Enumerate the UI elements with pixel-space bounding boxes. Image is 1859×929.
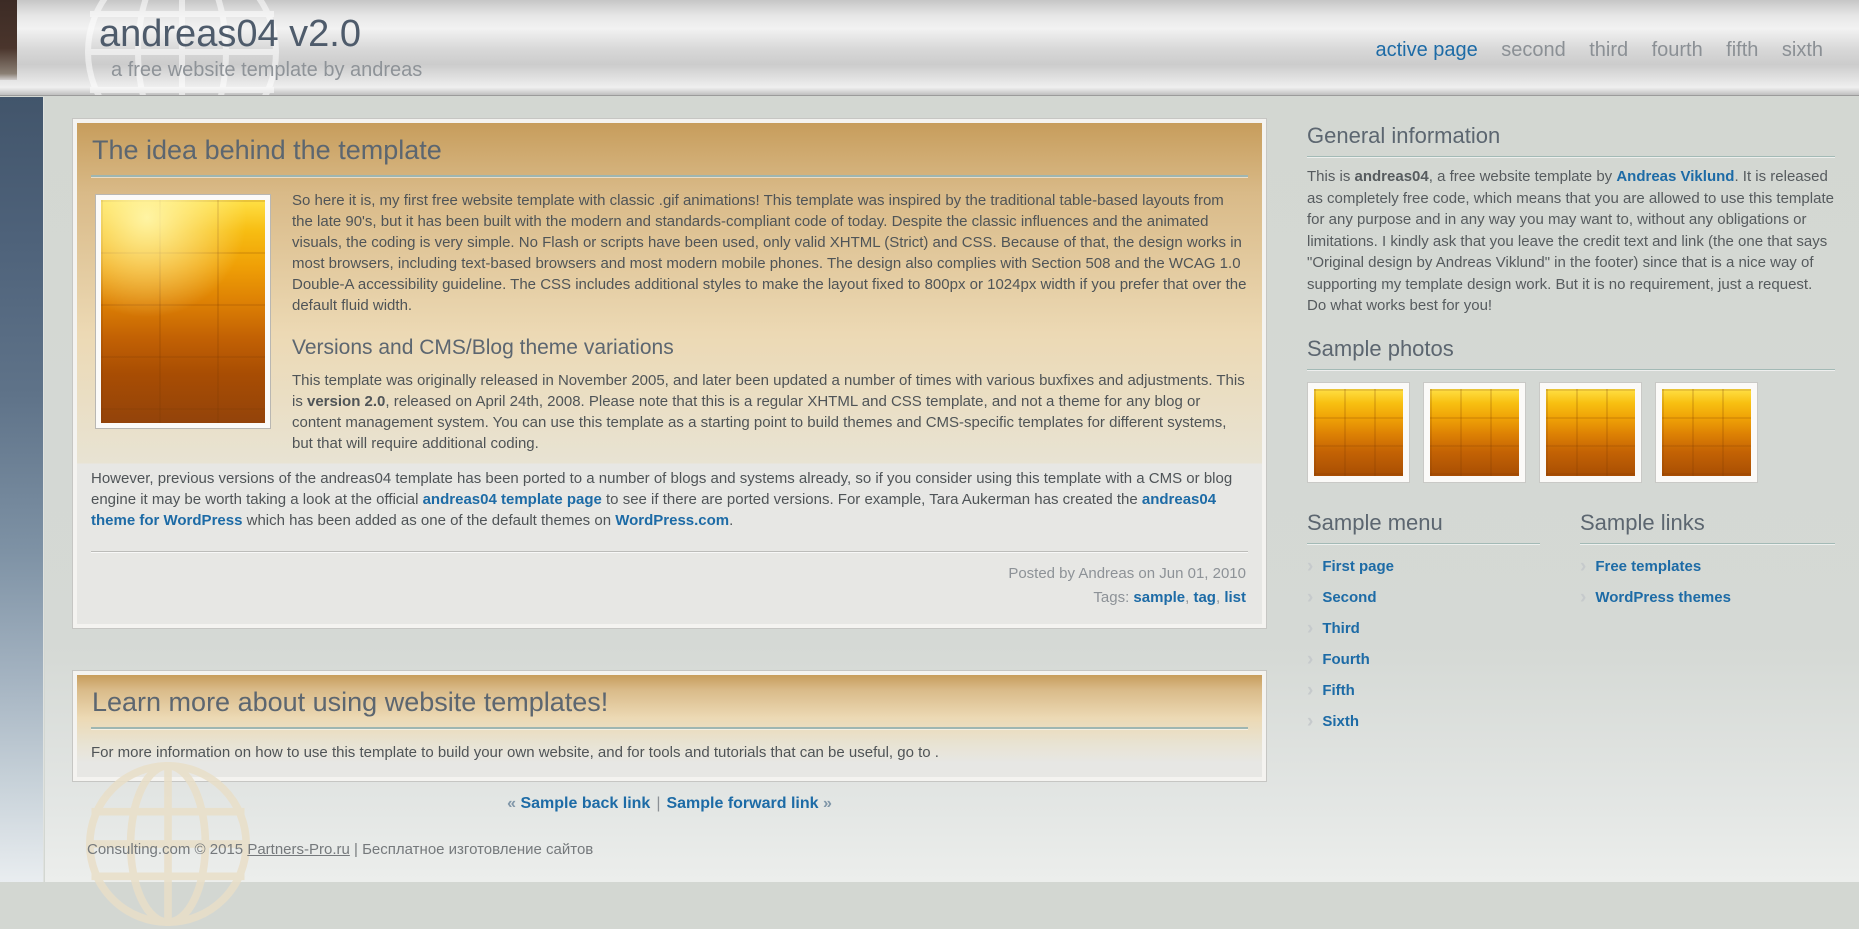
chevron-icon: › [1307, 586, 1314, 608]
sample-photo-thumbnail[interactable] [1539, 382, 1642, 483]
main-nav [1357, 39, 1824, 62]
chevron-icon: › [1307, 710, 1314, 732]
text-segment: . It is released as completely free code, which means that you are allowed to use this template for any purpose and in any way you may want to, without any obligations or limitations. I kindly ask that you leave the credit text and link (the one that says "Original design by Andreas Viklund" in the footer) since that is a nice way of supporting my template design work. But it is no requirement, just a request. Do what works best for you! [1307, 168, 1834, 314]
tag-link-list[interactable]: list [1224, 589, 1246, 606]
tag-separator: , [1185, 589, 1194, 606]
menu-link-third[interactable]: Third [1322, 619, 1360, 637]
photo-image [1430, 389, 1519, 476]
tag-separator: , [1215, 589, 1225, 606]
footer-credit [87, 841, 593, 858]
pager-separator: | [656, 795, 661, 812]
footer-text: | Бесплатное изготовление сайтов [349, 841, 594, 858]
menu-item [1307, 679, 1540, 701]
menu-link-fifth[interactable]: Fifth [1322, 681, 1355, 699]
tag-link-tag[interactable]: tag [1193, 589, 1216, 606]
site-subtitle: a free website template by andreas [111, 59, 423, 81]
list-item [1580, 555, 1835, 577]
link-andreas-viklund[interactable]: Andreas Viklund [1616, 168, 1735, 185]
sample-menu-list [1307, 555, 1540, 732]
sidebar-heading-sample-photos: Sample photos [1307, 336, 1835, 370]
tags-line [91, 586, 1246, 610]
sample-photo-thumbnail[interactable] [1307, 382, 1410, 483]
left-accent-strip [0, 0, 17, 80]
back-link[interactable]: Sample back link [520, 795, 651, 812]
menu-link-first-page[interactable]: First page [1322, 557, 1395, 575]
chevron-icon: › [1307, 555, 1314, 577]
article-heading: The idea behind the template [91, 133, 1248, 177]
forward-link[interactable]: Sample forward link [666, 795, 819, 812]
left-column-decoration [0, 97, 44, 882]
menu-item [1307, 710, 1540, 732]
text-segment: This template was originally released in November 2005, and later been updated a number of times with various buxfixes and adjustments. This is [292, 372, 1245, 410]
menu-link-fourth[interactable]: Fourth [1322, 650, 1370, 668]
footer-link-partners-pro[interactable]: Partners-Pro.ru [247, 841, 350, 858]
menu-item [1307, 617, 1540, 639]
nav-item-third[interactable]: third [1589, 39, 1629, 61]
menu-item [1307, 586, 1540, 608]
link-wordpress-com[interactable]: WordPress.com [615, 512, 730, 529]
chevron-icon: › [1580, 555, 1587, 577]
text-segment: However, previous versions of the andreas04 template has been ported to a number of blogs and systems already, so if you consider using this template with a CMS or blog engine it may be worth taking a look at the official [91, 470, 1233, 508]
laquo-icon: « [507, 795, 521, 812]
chevron-icon: › [1307, 679, 1314, 701]
posted-by-line: Posted by Andreas on Jun 01, 2010 [1008, 565, 1246, 582]
photo-image [1546, 389, 1635, 476]
chevron-icon: › [1307, 617, 1314, 639]
sample-photo-thumbnail[interactable] [1655, 382, 1758, 483]
sample-photo-thumbnail[interactable] [1423, 382, 1526, 483]
nav-item-second[interactable]: second [1501, 39, 1566, 61]
divider [91, 551, 1248, 552]
nav-item-sixth[interactable]: sixth [1781, 39, 1823, 61]
sample-photos-row [1307, 382, 1835, 483]
article-main [73, 119, 1266, 628]
menu-link-second[interactable]: Second [1322, 588, 1377, 606]
article-subheading: Versions and CMS/Blog theme variations [292, 336, 674, 359]
chevron-icon: › [1580, 586, 1587, 608]
menu-item [1307, 555, 1540, 577]
article-paragraph-3 [91, 468, 1248, 531]
chevron-icon: › [1307, 648, 1314, 670]
raquo-icon: » [818, 795, 832, 812]
tags-label: Tags: [1093, 589, 1134, 606]
sidebar [1307, 123, 1835, 746]
link-free-templates[interactable]: Free templates [1595, 557, 1702, 575]
nav-item-active-page[interactable]: active page [1375, 39, 1478, 61]
version-bold-text: version 2.0 [307, 393, 386, 410]
text-segment: to see if there are ported versions. For example, Tara Aukerman has created the [601, 491, 1142, 508]
text-segment: This is [1307, 168, 1355, 185]
page-body [45, 97, 1859, 882]
menu-link-sixth[interactable]: Sixth [1322, 712, 1360, 730]
sidebar-heading-sample-links: Sample links [1580, 510, 1835, 544]
sample-menu-section [1307, 510, 1540, 746]
andreas04-bold-text: andreas04 [1354, 168, 1429, 185]
link-template-page[interactable]: andreas04 template page [422, 491, 602, 508]
sidebar-heading-general-information: General information [1307, 123, 1835, 157]
tag-link-sample[interactable]: sample [1133, 589, 1186, 606]
article-photo [96, 195, 270, 428]
sample-links-list [1580, 555, 1835, 608]
nav-item-fifth[interactable]: fifth [1726, 39, 1759, 61]
text-segment: , released on April 24th, 2008. Please note that this is a regular XHTML and CSS template, and not a theme for any blog or content management system. You can use this template as a starting point to build themes and CMS-specific templates for different systems, but that will require additional coding. [292, 393, 1227, 452]
nav-item-fourth[interactable]: fourth [1651, 39, 1703, 61]
sidebar-heading-sample-menu: Sample menu [1307, 510, 1540, 544]
article2-paragraph: For more information on how to use this template to build your own website, and for tools and tutorials that can be useful, go to . [91, 744, 939, 761]
general-information-text [1307, 166, 1835, 317]
text-segment: . [729, 512, 734, 529]
photo-image [1662, 389, 1751, 476]
list-item [1580, 586, 1835, 608]
photo-image [1314, 389, 1403, 476]
site-title: andreas04 v2.0 [99, 13, 361, 55]
article2-heading: Learn more about using website templates! [91, 685, 1248, 729]
page-header [0, 0, 1859, 96]
text-segment: which has been added as one of the default themes on [242, 512, 616, 529]
sample-links-section [1580, 510, 1835, 746]
text-segment: , a free website template by [1428, 168, 1617, 185]
menu-item [1307, 648, 1540, 670]
link-wordpress-themes[interactable]: WordPress themes [1595, 588, 1731, 606]
link-wordpress-theme[interactable]: andreas04 theme for WordPress [91, 491, 1217, 529]
article-paragraph-1: So here it is, my first free website template with classic .gif animations! This template was inspired by the traditional table-based layouts from the late 90's, but it has been built with the modern and standards-compliant code of today. Despite the classic influences and the animated visuals, the coding is very simple. No Flash or scripts have been used, only valid XHTML (Strict) and CSS. Because of that, the design works in most browsers, including text-based browsers and most modern mobile phones. The design also complies with Section 508 and the WCAG 1.0 Double-A accessibility guideline. The CSS includes additional styles to make the layout fixed to 800px or 1024px width if you prefer that over the default fluid width. [292, 192, 1247, 314]
footer-text: Consulting.com © 2015 [87, 841, 248, 858]
